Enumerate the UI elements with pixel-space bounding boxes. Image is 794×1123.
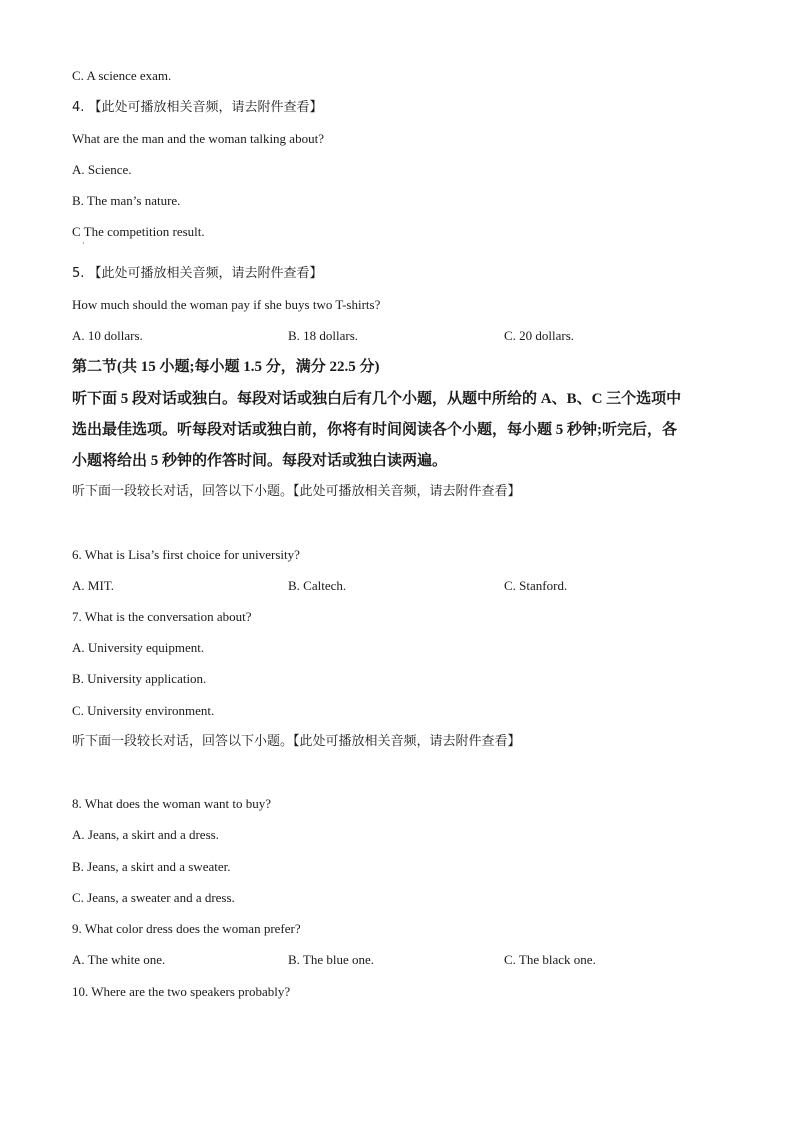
section-2-instructions-2: 选出最佳选项。听每段对话或独白前，你将有时间阅读各个小题，每小题 5 秒钟;听完后，各 <box>72 422 677 438</box>
q6-option-b: B. Caltech. <box>288 578 347 593</box>
q4-heading: 4. 【此处可播放相关音频，请去附件查看】 <box>72 100 323 115</box>
q4-question: What are the man and the woman talking about? <box>72 131 324 146</box>
q4-option-b: B. The man’s nature. <box>72 193 181 208</box>
section-2-title: 第二节(共 15 小题;每小题 1.5 分，满分 22.5 分) <box>72 359 380 375</box>
q5-option-c: C. 20 dollars. <box>504 328 575 343</box>
q7-option-c: C. University environment. <box>72 703 215 718</box>
section-2-instructions-1: 听下面 5 段对话或独白。每段对话或独白后有几个小题，从题中所给的 A、B、C 三个选项中 <box>72 391 682 407</box>
q7-question: 7. What is the conversation about? <box>72 609 252 624</box>
q5-option-b: B. 18 dollars. <box>288 328 359 343</box>
q10-question: 10. Where are the two speakers probably? <box>72 984 291 999</box>
q3-option-c: C. A science exam. <box>72 68 172 83</box>
q7-option-a: A. University equipment. <box>72 640 205 655</box>
q9-option-c: C. The black one. <box>504 952 596 967</box>
q8-option-b: B. Jeans, a skirt and a sweater. <box>72 859 231 874</box>
q5-option-a: A. 10 dollars. <box>72 328 143 343</box>
q6-option-a: A. MIT. <box>72 578 115 593</box>
q5-question: How much should the woman pay if she buys two T-shirts? <box>72 297 381 312</box>
q4-option-a: A. Science. <box>72 162 132 177</box>
q9-option-b: B. The blue one. <box>288 952 375 967</box>
listen-prompt-1: 听下面一段较长对话，回答以下小题。【此处可播放相关音频，请去附件查看】 <box>72 484 521 499</box>
q7-option-b: B. University application. <box>72 671 207 686</box>
q4-option-c: C The competition result. <box>72 224 205 239</box>
q8-option-a: A. Jeans, a skirt and a dress. <box>72 827 219 842</box>
q5-heading: 5. 【此处可播放相关音频，请去附件查看】 <box>72 266 323 281</box>
q9-question: 9. What color dress does the woman prefer? <box>72 921 301 936</box>
q6-option-c: C. Stanford. <box>504 578 568 593</box>
section-2-instructions-3: 小题将给出 5 秒钟的作答时间。每段对话或独白读两遍。 <box>72 453 448 469</box>
stray-dot: · <box>82 239 85 248</box>
q8-option-c: C. Jeans, a sweater and a dress. <box>72 890 235 905</box>
listen-prompt-2: 听下面一段较长对话，回答以下小题。【此处可播放相关音频，请去附件查看】 <box>72 734 521 749</box>
q8-question: 8. What does the woman want to buy? <box>72 796 272 811</box>
q6-question: 6. What is Lisa’s first choice for university? <box>72 547 300 562</box>
q9-option-a: A. The white one. <box>72 952 166 967</box>
